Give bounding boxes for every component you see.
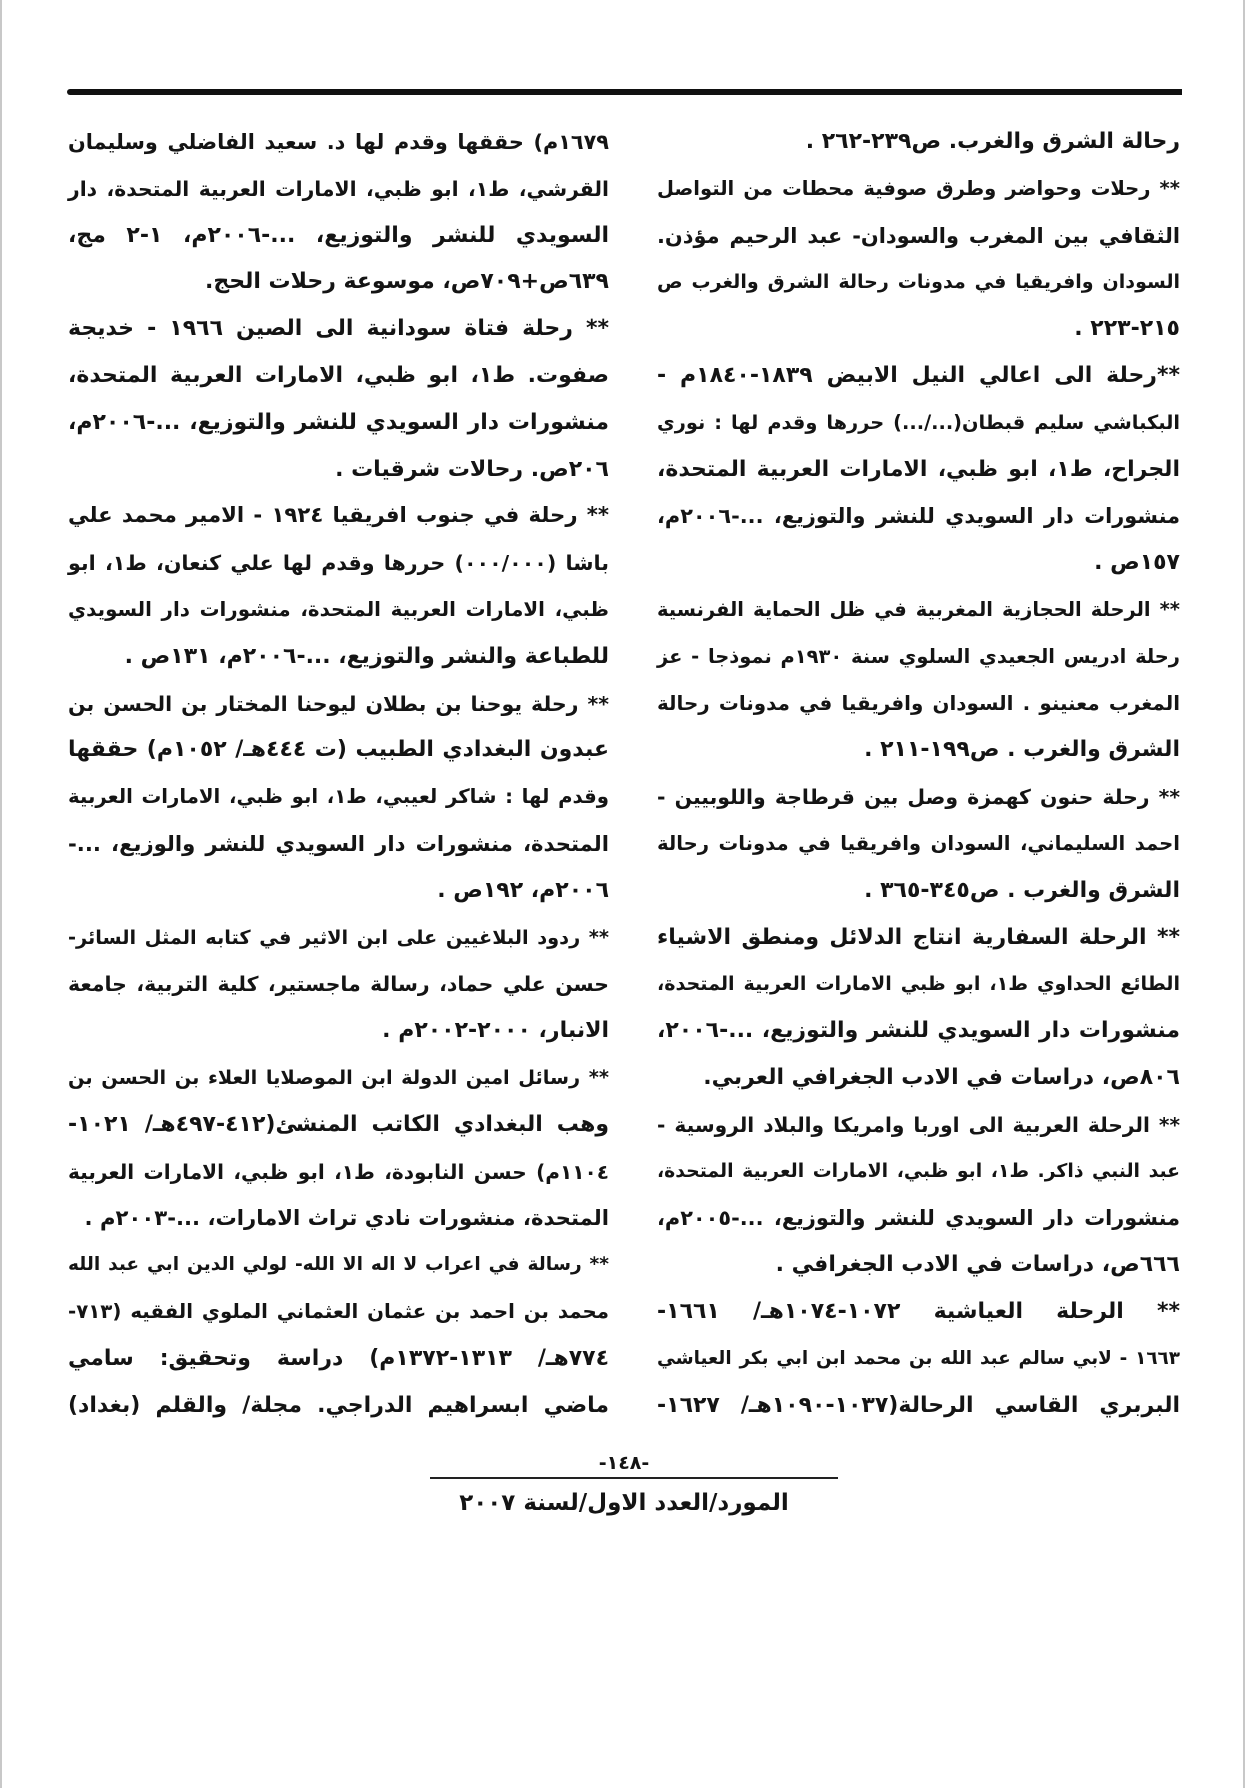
bibliography-entry [657, 166, 1180, 353]
bibliography-entry [657, 587, 1180, 774]
text-line: ٧٧٤هـ/ ١٣١٣-١٣٧٢م) دراسة وتحقيق: سامي [68, 1345, 610, 1371]
text-line: المتحدة، منشورات نادي تراث الامارات، ...-٢٠٠٣م . [84, 1205, 609, 1231]
text-line: ** الرحلة العربية الى اوربا وامريكا والبلاد الروسية - [657, 1112, 1180, 1137]
text-line: ١٦٦٣ - لابي سالم عبد الله بن محمد ابن ابي بكر العياشي [657, 1347, 1180, 1369]
bibliography-entry [657, 353, 1180, 587]
top-rule [67, 89, 1182, 95]
text-line: الجراح، ط١، ابو ظبي، الامارات العربية المتحدة، [657, 456, 1180, 482]
text-line: القرشي، ط١، ابو ظبي، الامارات العربية المتحدة، دار [68, 176, 610, 201]
text-line: الانبار، ٢٠٠٠-٢٠٠٢م . [382, 1018, 609, 1044]
text-line: احمد السليماني، السودان وافريقيا في مدونات رحالة [657, 831, 1180, 855]
text-line: المتحدة، منشورات دار السويدي للنشر والوزيع، ...- [68, 830, 609, 856]
text-line: **رحلة الى اعالي النيل الابيض ١٨٣٩-١٨٤٠م - [657, 362, 1180, 388]
text-line: ١١٠٤م) حسن النابودة، ط١، ابو ظبي، الامارات العربية [68, 1159, 609, 1184]
bibliography-entry [68, 493, 609, 680]
text-line: باشا (٠٠٠/٠٠٠) حررها وقدم لها علي كنعان، ط١، ابو [68, 551, 609, 576]
text-line: ظبي، الامارات العربية المتحدة، منشورات دار السويدي [68, 597, 609, 621]
text-line: ٦٦٦ص، دراسات في الادب الجغرافي . [775, 1252, 1180, 1278]
text-line: صفوت. ط١، ابو ظبي، الامارات العربية المتحدة، [68, 362, 609, 388]
text-line: عبدون البغدادي الطبيب (ت ٤٤٤هـ/ ١٠٥٢م) حققها [68, 737, 609, 763]
text-line: رحلة ادريس الجعيدي السلوي سنة ١٩٣٠م نموذجا - عز [657, 644, 1180, 668]
text-line: ٢٠٦ص. رحالات شرقيات . [335, 456, 609, 482]
page-number: -١٤٨- [598, 1452, 650, 1474]
bibliography-entry [68, 681, 609, 915]
text-line: محمد بن احمد بن عثمان العثماني الملوي الفقيه (٧١٣- [68, 1299, 609, 1323]
text-line: ٨٠٦ص، دراسات في الادب الجغرافي العربي. [703, 1064, 1180, 1090]
bibliography-entry [657, 119, 1180, 166]
text-line: الشرق والغرب . ص٣٤٥-٣٦٥ . [864, 877, 1180, 903]
text-line: وقدم لها : شاكر لعيبي، ط١، ابو ظبي، الامارات العربية [68, 785, 609, 809]
text-line: ** ردود البلاغيين على ابن الاثير في كتابه المثل السائر- [68, 925, 609, 949]
text-line: ** رحلات وحواضر وطرق صوفية محطات من التواصل [657, 176, 1180, 200]
text-line: وهب البغدادي الكاتب المنشئ(٤١٢-٤٩٧هـ/ ١٠٢١- [68, 1111, 610, 1137]
text-line: ماضي ابسراهيم الدراجي. مجلة/ والقلم (بغداد) [68, 1392, 609, 1418]
column-2 [68, 119, 609, 1429]
text-line: ** الرحلة السفارية انتاج الدلائل ومنطق الاشياء [657, 924, 1180, 950]
text-line: ١٦٧٩م) حققها وقدم لها د. سعيد الفاضلي وسليمان [68, 130, 609, 154]
text-line: منشورات دار السويدي للنشر والتوزيع، ...-٢٠٠٦، [657, 1018, 1180, 1044]
text-line: البكباشي سليم قبطان(.../...) حررها وقدم لها : نوري [657, 410, 1180, 434]
text-line: المغرب معنينو . السودان وافريقيا في مدونات رحالة [657, 691, 1180, 715]
bibliography-entry [657, 1289, 1180, 1429]
text-line: ** رحلة يوحنا بن بطلان ليوحنا المختار بن الحسن بن [68, 691, 609, 716]
text-line: منشورات دار السويدي للنشر والتوزيع، ...-٢٠٠٦م، [657, 504, 1180, 529]
bibliography-entry [68, 1055, 609, 1242]
text-line: عبد النبي ذاكر. ط١، ابو ظبي، الامارات العربية المتحدة، [657, 1160, 1180, 1182]
text-line: منشورات دار السويدي للنشر والتوزيع، ...-٢٠٠٥م، [657, 1206, 1180, 1231]
text-line: للطباعة والنشر والتوزيع، ...-٢٠٠٦م، ١٣١ص . [124, 643, 609, 669]
bibliography-entry [68, 1242, 609, 1429]
text-line: ** رحلة حنون كهمزة وصل بين قرطاجة واللوبيين - [657, 785, 1180, 810]
bibliography-entry [657, 774, 1180, 914]
text-line: رحالة الشرق والغرب. ص٢٣٩-٢٦٢ . [805, 129, 1180, 154]
text-line: السودان وافريقيا في مدونات رحالة الشرق والغرب ص [657, 271, 1180, 294]
text-line: البربري القاسي الرحالة(١٠٣٧-١٠٩٠هـ/ ١٦٢٧- [657, 1392, 1181, 1418]
bibliography-entry [68, 119, 609, 306]
journal-footer: المورد/العدد الاول/لسنة ٢٠٠٧ [459, 1490, 789, 1516]
bibliography-entry [68, 306, 609, 493]
bibliography-entry [657, 915, 1180, 1102]
text-line: ** رسائل امين الدولة ابن الموصلايا العلاء بن الحسن بن [68, 1065, 609, 1089]
text-line: الثقافي بين المغرب والسودان- عبد الرحيم مؤذن. [657, 223, 1180, 248]
column-1 [657, 119, 1180, 1429]
text-line: ٢١٥-٢٢٣ . [1074, 316, 1180, 342]
text-line: حسن علي حماد، رسالة ماجستير، كلية التربية، جامعة [68, 972, 609, 997]
text-line: ** رحلة فتاة سودانية الى الصين ١٩٦٦ - خديجة [68, 316, 609, 342]
bibliography-entry [657, 1102, 1180, 1289]
bibliography-entry [68, 915, 609, 1055]
text-line: الطائع الحداوي ط١، ابو ظبي الامارات العربية المتحدة، [657, 972, 1180, 996]
text-line: ** الرحلة العياشية ١٠٧٢-١٠٧٤هـ/ ١٦٦١- [657, 1298, 1181, 1324]
text-line: منشورات دار السويدي للنشر والتوزيع، ...-٢٠٠٦م، [68, 409, 609, 435]
text-line: ٦٣٩ص+٧٠٩ص، موسوعة رحلات الحج. [205, 269, 609, 295]
text-line: ** الرحلة الحجازية المغربية في ظل الحماية الفرنسية [657, 597, 1180, 621]
text-line: ٢٠٠٦م، ١٩٢ص . [437, 877, 609, 903]
text-line: الشرق والغرب . ص١٩٩-٢١١ . [864, 737, 1180, 763]
text-line: ١٥٧ص . [1094, 550, 1180, 576]
text-line: ** رسالة في اعراب لا اله الا الله- لولي الدين ابي عبد الله [68, 1254, 609, 1276]
text-line: ** رحلة في جنوب افريقيا ١٩٢٤ - الامير محمد علي [68, 503, 610, 529]
text-line: السويدي للنشر والتوزيع، ...-٢٠٠٦م، ١-٢ مج، [68, 222, 610, 248]
footer-rule [430, 1477, 838, 1479]
